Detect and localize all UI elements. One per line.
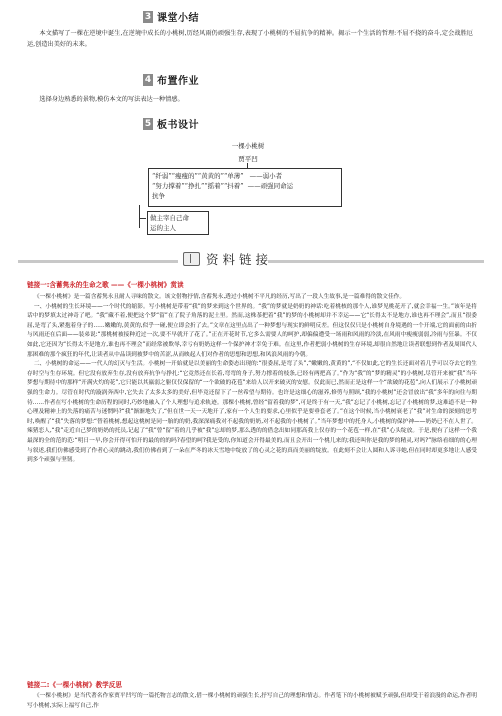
link-2-paragraph: 《一棵小桃树》是当代著名作家贾平凹写的一篇托物言志的散文,借一棵小桃树的顽强生长,抒写自己的理想和情志。作者笔下的小桃树被赋予顽强,但却受于着浪漫的命运,作者明写小桃树,实际上福写自己,作: [27, 693, 477, 709]
banner-title: 资料链接: [206, 252, 273, 267]
board-bracket-line: [139, 205, 140, 228]
section-title: 课堂小结: [157, 13, 199, 24]
board-row-2-right: ——顽强同命运: [247, 182, 294, 190]
section-title: 板书设计: [157, 120, 199, 131]
section-3-header: [143, 10, 199, 23]
link-1-body: [27, 293, 477, 466]
board-conclusion-line-1: 做主宰自己命: [150, 214, 189, 222]
section-number-badge: 4: [144, 74, 152, 85]
link-1-paragraph: 《一棵小桃树》是一篇含蓄隽永且耐人寻味的散文。该文借物抒情,含蓄隽永,透过小桃树不平凡的经历,写出了一段人生故事,是一篇难得的散文佳作。: [33, 294, 406, 300]
board-row-3: 抗争: [152, 192, 165, 200]
summary-paragraph: 本文描写了一棵在逆境中诞生,在逆境中成长的小桃树,历经风雨仍顽强生存,表现了小桃树的不屈抗争的精神。揭示一个生活的哲理:不屈不挠的奋斗,定会战胜厄运,创造出美好的未来。: [27, 30, 473, 48]
section-5-header: [143, 117, 199, 130]
section-number-badge: 3: [144, 11, 152, 22]
section-number-badge: 5: [144, 118, 152, 129]
board-author: 贾平凹: [238, 155, 258, 163]
book-icon: [183, 252, 200, 266]
link-2-body: [27, 692, 477, 711]
banner-rule-right: [268, 260, 484, 263]
board-conclusion-line-2: 运的主人: [150, 224, 176, 232]
board-row-2: [152, 181, 338, 191]
board-row-1: [152, 171, 338, 181]
board-title: 一棵小桃树: [231, 142, 265, 150]
board-row-2-left: “努力撑着”“挣扎”“摇着”“抖着”: [152, 182, 244, 190]
board-row-1-right: ——弱小者: [249, 172, 283, 180]
board-row-1-left: “纤弱”“瘦瘦的”“黄黄的”“单薄”: [152, 172, 244, 180]
board-diagram: [148, 168, 348, 210]
resource-link-banner: [0, 248, 502, 270]
link-1-heading: 链接一:含蓄隽永的生命之歌 ——《一棵小桃树》赏读: [27, 281, 184, 289]
board-main-box: [148, 168, 342, 207]
link-1-paragraph: 二、小桃树的命运——一代人的幻灭与生活。小桃树一开始就是以美丽的生命姿态出现的:“很委屈,是弯了头”,“嫩嫩的,黄黄的”,“不仅如此,它的生长还面对着几乎可以夺去它的生存时空与生存环境。但它没有放弃生存,没有放弃抗争与挣扎:“它竟然还在长着,弯弯的身子,努力撑着的枝条,已经有两把高了。”作为“我”的“梦的精灵”的小桃树,尽管开来被“我”当年梦想与期待中的那样“开满火灼的花”,它只能以其羸弱之躯仅仅保留的“一个欲破的花苞”来给人以开来破灭的安慰。仅此而已,然而正是这样一个“欲破的花苞”,向人们展示了小桃树顽强的生命力。尽管在时代的漩涡奔西中,它失去了太多太多的美好,但毕竟还留下了一丝希望与期待。也许是这细心的滋养,修剪与照顾,“我的小桃树”还会冒放出“我”多年的向往与期待……作者在写小桃树的生命历程的同时,巧妙地融入了个人理想与追求轨迹。那棵小桃树,曾经“留着我的梦”,可是终于有一天,“我”忘记了小桃树,忘记了小桃树的梦,这难道不是一种心理及精神上的失落的痛苦与迷惘吗?“我”渐渐地失了,“但在世一天一天地开了,家有一个人生的要求,心里似乎是要垂套老了。”在这个时候,当小桃树衰老了“我”对生命的深刻的思考时,唤醒了“我”失落的梦想:“替着桃树,想起这桃树是同一胎的的奶,我深深痛我对不起我的奶奶,对不起我的小桃树了。”当年梦想中的托身人,小桃树的保护神——奶奶已不在人世了。辣猪恋人,“我”走近自己梦的奶奶的托员,记起了“我”曾“留”着的几乎被“我”忘却的梦,那么透的的借念出如同那高我上仅存的一个花苞一样,在“我”心头绽放。于是,便有了这样一个我最深的全的范的范:“明日一早,你会开得可怕开的最的的的吗?春望的呵?我是受的,你知道会开得最美的,而且会开出一个桃儿来的;我还叫你是我的梦的精灵,对吗?”脉络看细的的心理与叙述,我们仿佛感受到了作者心灵的跳动,我们仿佛看到了一朵在严冬的冰天雪地中绽放了的心灵之花的真而美丽的绽放。在此刻不会让人圆和人诉寻她,但在同时却更多地让人感受到多个顽强与坚韧。: [27, 361, 477, 464]
section-4-header: [143, 73, 199, 86]
board-bracket-tick: [139, 218, 146, 219]
section-title: 布置作业: [157, 76, 199, 87]
link-2-heading: 链接二:《一棵小桃树》教学反思: [27, 681, 122, 689]
board-conclusion-box: [147, 211, 209, 235]
banner-center: [183, 250, 272, 268]
homework-paragraph: 选择身边熟悉的景物,模仿本文的写法表达一种情感。: [39, 96, 184, 103]
banner-rule-left: [18, 260, 178, 263]
link-1-paragraph: 一、小桃树的生长环境——一个时代的缩影。写小桃树是带着“我”的梦来到这个世界的。“我”的梦就是奶奶的神话:吃着桃核的那个人,谁梦见桃花开了,就会幸福一生。”该年是将话中的梦填太过神奇了吧。“我”藏不着,便把这个梦“留”在了院子角落的泥土里。然而,这株茶把着“我”的梦的小桃树却并不幸运——它“长得太不是地方,谁也再不理会”,而且“很委屈,是弯了头,紧抱着身子的……嫩嫩的,黄黄的,似乎一碰,便立即会折了去。”文章在这里点出了一种梦想与现实的鲜明反差。但这仅仅只是小桃树自身境遇的一个开端,它的面前的由折与风雨还在后面——装弟说:“那桃树被接种近过一次,要不早就开了花了。”正在开花时节,它多么需要人的呵护,却偏偏遭受一场雨和风雨的冷淡,在风雨中瘦瘦弱弱,冷雨与狂暴。不仅如此,它还因为“长得太不是地方,谁也再不理会”而经常被欺辱,幸亏有奶奶这样一个保护神才幸免于难。在这里,作者把弱小桃树的生存环境,却很自然地让读者联想到作者及周围代人那困难的那个疯狂的年代,让读者从中品读到被梦中的苦涩,从而映起人们对作者的思想和思想,和风浪风雨的今朝。: [27, 303, 477, 358]
